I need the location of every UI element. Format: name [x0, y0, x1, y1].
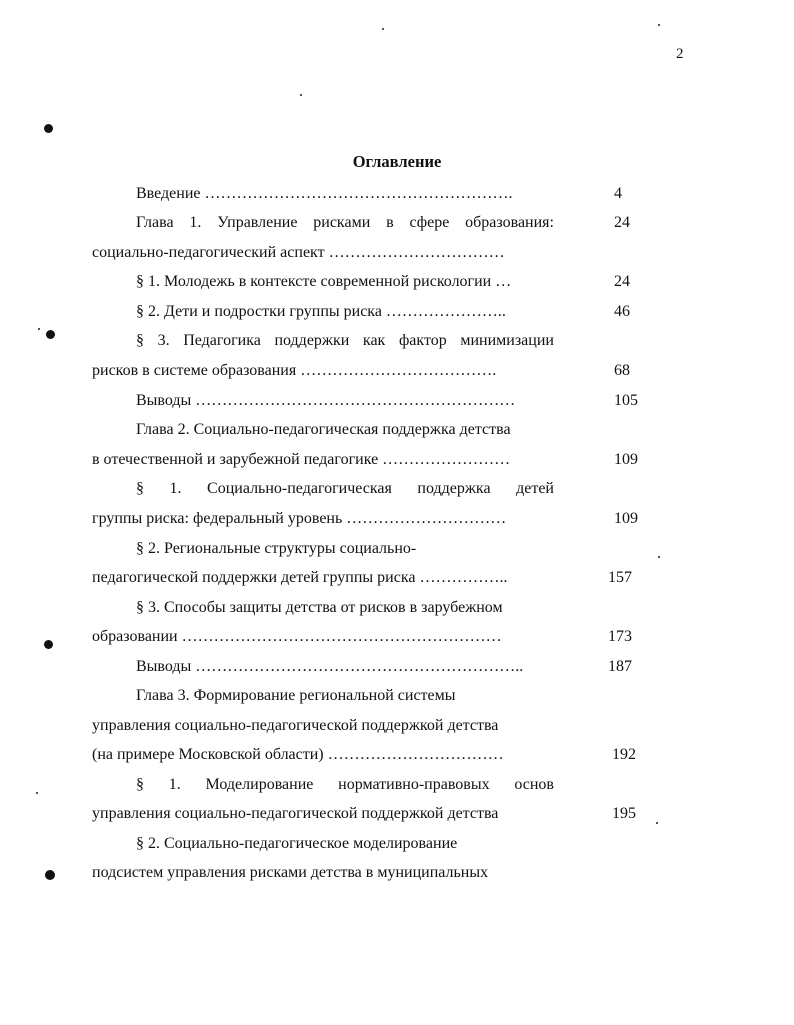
toc-line: Глава 1. Управление рисками в сфере образования:	[136, 214, 554, 231]
toc-line: § 1. Моделирование нормативно-правовых основ	[136, 776, 554, 793]
toc-line: § 3. Способы защиты детства от рисков в зарубежном	[136, 599, 503, 616]
toc-line: образовании ……………………………………………………	[92, 628, 502, 645]
scan-speck	[36, 792, 38, 794]
toc-page-number: 109	[614, 451, 638, 468]
scan-speck	[38, 328, 40, 330]
toc-line: § 1. Социально-педагогическая поддержка детей	[136, 480, 554, 497]
toc-line: управления социально-педагогической поддержкой детства	[92, 717, 499, 734]
scan-speck	[382, 28, 384, 30]
toc-page-number: 173	[608, 628, 632, 645]
toc-line: (на примере Московской области) ……………………………	[92, 746, 504, 763]
toc-line: § 2. Дети и подростки группы риска …………………..	[136, 303, 506, 320]
scan-speck	[300, 94, 302, 96]
scan-mark	[45, 870, 55, 880]
toc-line: управления социально-педагогической поддержкой детства	[92, 805, 499, 822]
toc-line: § 1. Молодежь в контексте современной рискологии …	[136, 273, 512, 290]
toc-page-number: 187	[608, 658, 632, 675]
toc-page-number: 157	[608, 569, 632, 586]
toc-page-number: 192	[612, 746, 636, 763]
toc-line: § 3. Педагогика поддержки как фактор минимизации	[136, 332, 554, 349]
toc-line: группы риска: федеральный уровень …………………………	[92, 510, 507, 527]
toc-line: в отечественной и зарубежной педагогике ……………………	[92, 451, 511, 468]
toc-line: § 2. Региональные структуры социально-	[136, 540, 417, 557]
toc-line: социально-педагогический аспект ……………………………	[92, 244, 505, 261]
toc-page-number: 195	[612, 805, 636, 822]
toc-line: Глава 2. Социально-педагогическая поддержка детства	[136, 421, 511, 438]
toc-line: Глава 3. Формирование региональной системы	[136, 687, 456, 704]
toc-line: Выводы ……………………………………………………..	[136, 658, 524, 675]
scan-speck	[658, 24, 660, 26]
scan-speck	[658, 556, 660, 558]
toc-page-number: 109	[614, 510, 638, 527]
scan-mark	[44, 640, 53, 649]
toc-page-number: 46	[614, 303, 630, 320]
toc-line: педагогической поддержки детей группы риска ……………..	[92, 569, 508, 586]
toc-page-number: 24	[614, 214, 630, 231]
toc-line: Выводы ……………………………………………………	[136, 392, 516, 409]
toc-page-number: 105	[614, 392, 638, 409]
toc-line: подсистем управления рисками детства в муниципальных	[92, 864, 489, 881]
scan-mark	[44, 124, 53, 133]
toc-line: § 2. Социально-педагогическое моделирование	[136, 835, 458, 852]
scan-speck	[656, 822, 658, 824]
toc-page-number: 4	[614, 185, 622, 202]
page-number: 2	[676, 46, 684, 62]
toc-line: Введение ………………………………………………….	[136, 185, 513, 202]
toc-line: рисков в системе образования ……………………………….	[92, 362, 497, 379]
toc-page-number: 68	[614, 362, 630, 379]
scan-mark	[46, 330, 55, 339]
toc-page-number: 24	[614, 273, 630, 290]
toc-title: Оглавление	[352, 152, 442, 171]
